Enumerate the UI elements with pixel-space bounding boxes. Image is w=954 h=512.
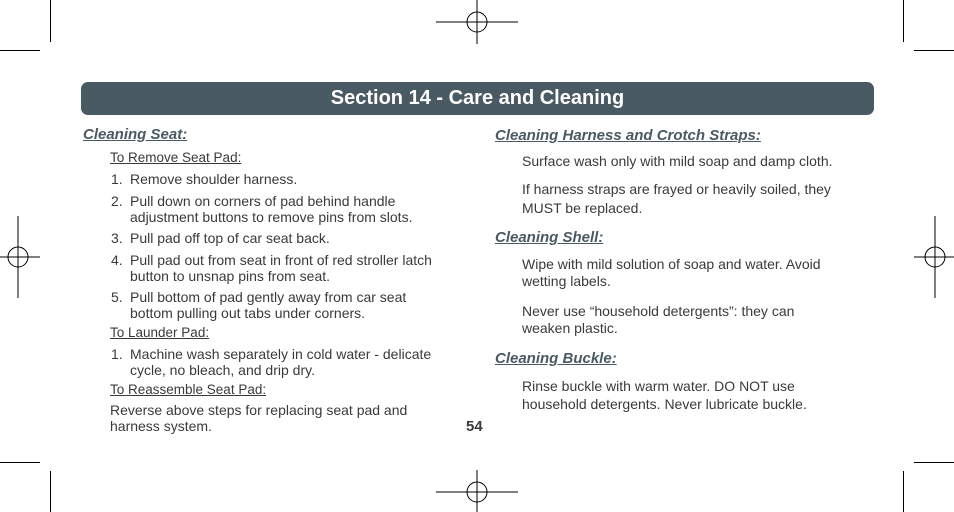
shell-paragraph-1: Wipe with mild solution of soap and water. Avoid wetting labels. [522,256,821,289]
cleaning-buckle-heading: Cleaning Buckle: [495,350,617,367]
registration-mark-bottom [436,470,518,512]
crop-mark [903,471,904,512]
registration-mark-right [914,216,954,298]
harness-paragraph-1: Surface wash only with mild soap and damp cloth. [522,153,833,169]
cleaning-shell-heading: Cleaning Shell: [495,229,604,246]
reassemble-seat-pad-title: To Reassemble Seat Pad: [110,382,267,397]
crop-mark [50,471,51,512]
list-item: 4. Pull pad out from seat in front of red stroller latch button to unsnap pins from seat. [111,252,432,284]
crop-mark [0,50,40,51]
list-item: 3. Pull pad off top of car seat back. [111,230,330,246]
page-number: 54 [466,418,483,435]
crop-mark [0,462,40,463]
crop-mark [903,0,904,42]
buckle-paragraph: Rinse buckle with warm water. DO NOT use household detergents. Never lubricate buckle. [522,378,807,412]
registration-mark-top [436,0,518,44]
registration-mark-left [0,216,40,298]
reassemble-text: Reverse above steps for replacing seat pad and harness system. [110,402,408,434]
section-title: Section 14 - Care and Cleaning [81,82,874,115]
list-item: 5. Pull bottom of pad gently away from car seat bottom pulling out tabs under corners. [111,289,407,321]
list-item: 1. Remove shoulder harness. [111,171,298,187]
launder-pad-title: To Launder Pad: [110,325,210,340]
crop-mark [914,462,954,463]
cleaning-harness-heading: Cleaning Harness and Crotch Straps: [495,127,761,144]
crop-mark [914,50,954,51]
cleaning-seat-heading: Cleaning Seat: [83,126,188,143]
list-item: 2. Pull down on corners of pad behind handle adjustment buttons to remove pins from slots. [111,193,413,225]
remove-seat-pad-title: To Remove Seat Pad: [110,150,242,165]
list-item: 1. Machine wash separately in cold water - delicate cycle, no bleach, and drip dry. [111,346,432,378]
shell-paragraph-2: Never use “household detergents”: they can weaken plastic. [522,303,795,336]
crop-mark [50,0,51,42]
harness-paragraph-2: If harness straps are frayed or heavily soiled, they MUST be replaced. [522,181,831,216]
